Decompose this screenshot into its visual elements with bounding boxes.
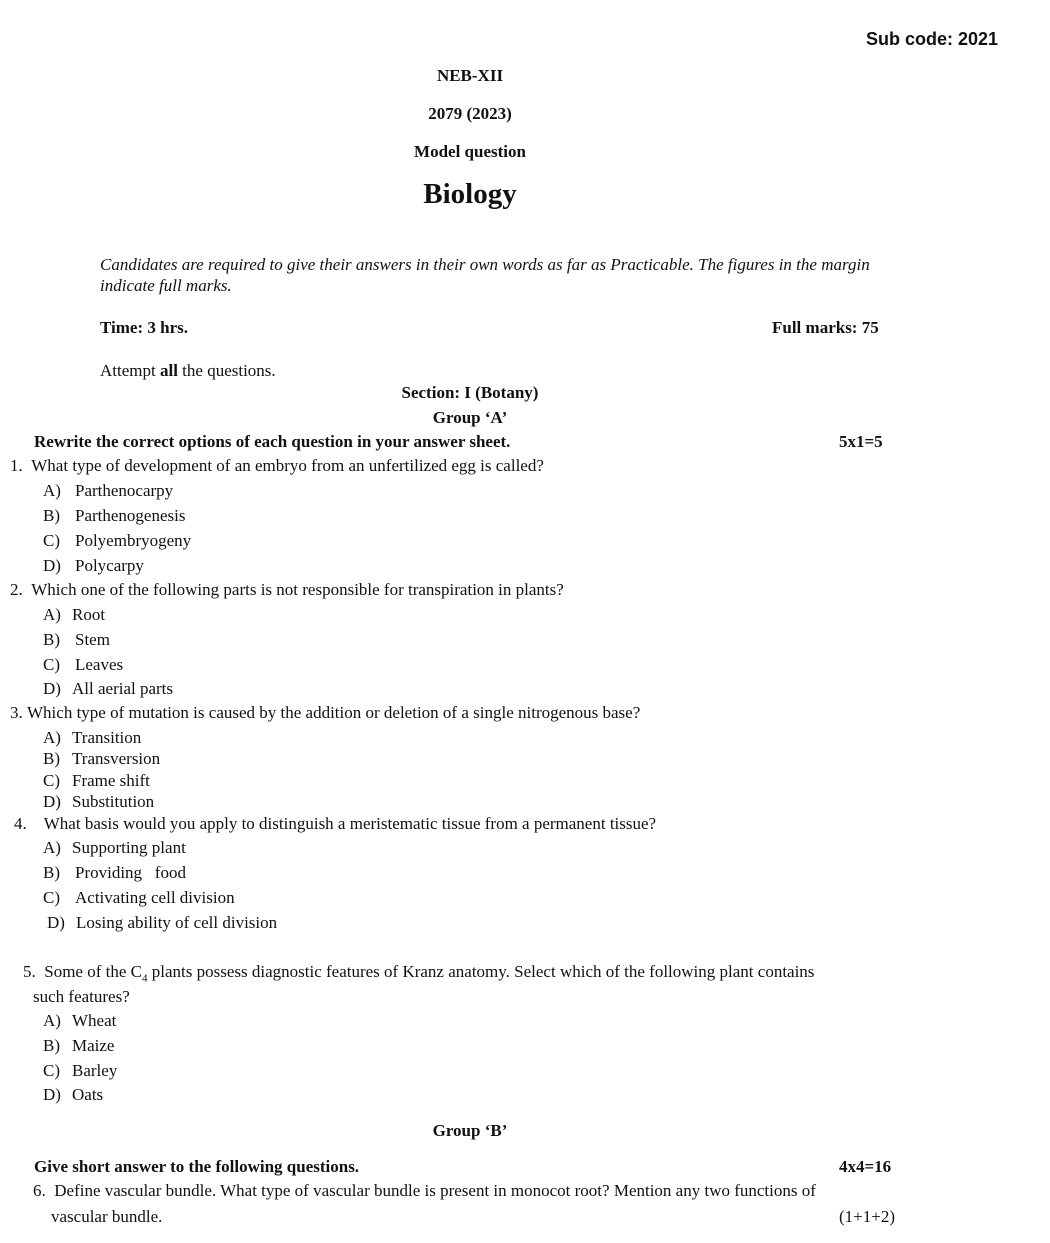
- board-title: NEB-XII: [436, 66, 504, 85]
- q5-option-d: D) Oats: [43, 1085, 104, 1104]
- q4-option-b: B) Providing food: [43, 863, 186, 882]
- question-5-continued: such features?: [33, 987, 130, 1006]
- q5-option-b: B) Maize: [43, 1036, 115, 1055]
- q5-option-a: A) Wheat: [43, 1011, 117, 1030]
- q2-option-d: D) All aerial parts: [43, 679, 174, 698]
- full-marks: Full marks: 75: [772, 318, 879, 337]
- q1-option-d: D) Polycarpy: [43, 556, 144, 575]
- model-question-label: Model question: [414, 142, 526, 161]
- q4-option-d: D) Losing ability of cell division: [47, 913, 278, 932]
- group-a-title: Group ‘A’: [432, 408, 508, 427]
- q3-option-c: C) Frame shift: [43, 771, 150, 790]
- group-b-directive: Give short answer to the following questions.: [34, 1157, 360, 1176]
- subject-title: Biology: [423, 178, 517, 210]
- q2-option-b: B) Stem: [43, 630, 110, 649]
- q1-option-c: C) Polyembryogeny: [43, 531, 192, 550]
- q3-option-d: D) Substitution: [43, 792, 155, 811]
- question-6-marks: (1+1+2): [839, 1207, 895, 1226]
- group-a-marks: 5x1=5: [839, 432, 883, 451]
- q3-option-b: B) Transversion: [43, 749, 161, 768]
- question-6: 6. Define vascular bundle. What type of vascular bundle is present in monocot root? Mention any two functions of: [33, 1181, 816, 1200]
- q4-option-c: C) Activating cell division: [43, 888, 235, 907]
- q1-option-b: B) Parthenogenesis: [43, 506, 186, 525]
- q4-option-a: A) Supporting plant: [43, 838, 186, 857]
- question-3: 3. Which type of mutation is caused by the addition or deletion of a single nitrogenous base?: [10, 703, 641, 722]
- q5-option-c: C) Barley: [43, 1061, 118, 1080]
- question-5: 5. Some of the $C_4$ plants possess diagnostic features of Kranz anatomy. Select which of the following plant contains: [23, 962, 815, 985]
- question-1: 1. What type of development of an embryo from an unfertilized egg is called?: [10, 456, 544, 475]
- q2-option-c: C) Leaves: [43, 655, 124, 674]
- attempt-instruction: Attempt all the questions.: [100, 361, 276, 380]
- group-b-marks: 4x4=16: [839, 1157, 892, 1176]
- question-2: 2. Which one of the following parts is not responsible for transpiration in plants?: [10, 580, 564, 599]
- time-allowed: Time: 3 hrs.: [100, 318, 188, 337]
- group-a-directive: Rewrite the correct options of each question in your answer sheet.: [34, 432, 511, 451]
- q3-option-a: A) Transition: [43, 728, 142, 747]
- q1-option-a: A) Parthenocarpy: [43, 481, 174, 500]
- section-title: Section: I (Botany): [401, 383, 539, 402]
- exam-year: 2079 (2023): [428, 104, 512, 123]
- group-b-title: Group ‘B’: [432, 1121, 508, 1140]
- instruction-note: Candidates are required to give their answers in their own words as far as Practicable. The figures in the margin indicate full marks.: [100, 255, 870, 295]
- sub-code: Sub code: 2021: [866, 29, 999, 49]
- q2-option-a: A) Root: [43, 605, 106, 624]
- question-4: 4. What basis would you apply to distinguish a meristematic tissue from a permanent tissue?: [14, 814, 657, 833]
- question-6-continued: vascular bundle.: [51, 1207, 163, 1226]
